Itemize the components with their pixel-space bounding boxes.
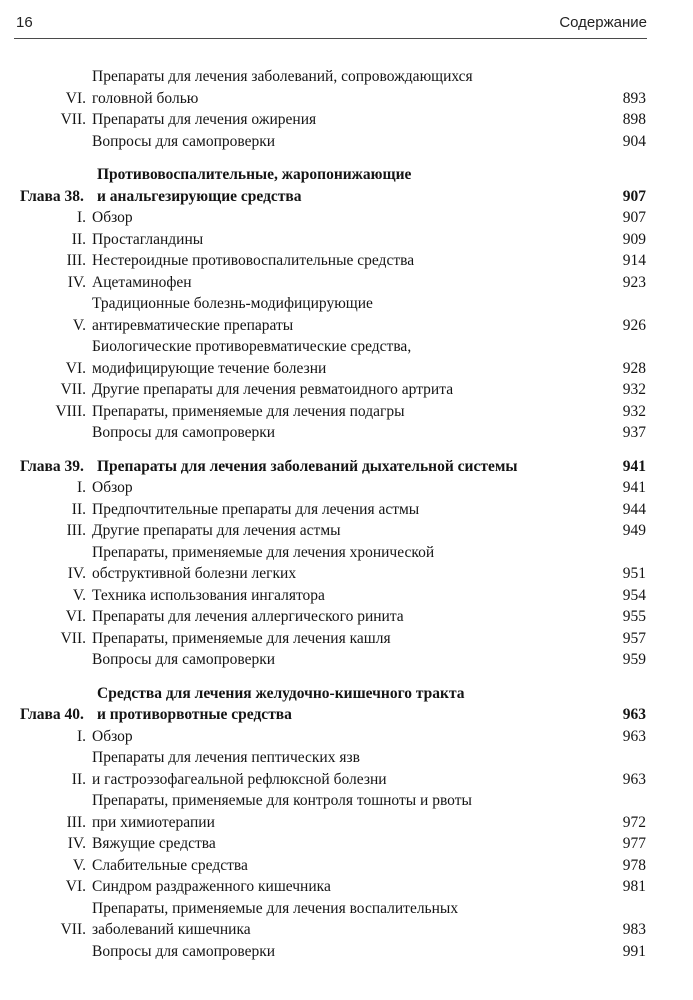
- toc-section: [20, 66, 646, 152]
- entry-title-line: Слабительные средства: [92, 856, 248, 874]
- toc-entry: [20, 520, 646, 542]
- entry-number: IV.: [67, 565, 86, 582]
- entry-page-number: 959: [622, 651, 646, 668]
- entry-title: [92, 520, 586, 542]
- entry-page-number: 941: [622, 479, 646, 496]
- entry-title: [92, 336, 586, 379]
- toc-entry: [20, 477, 646, 499]
- entry-title-line: Обзор: [92, 479, 133, 496]
- entry-title: [92, 606, 586, 628]
- entry-title: [92, 250, 586, 272]
- entry-page-number: 944: [622, 500, 646, 518]
- entry-number: IV.: [67, 273, 86, 291]
- toc-entry: [20, 898, 646, 941]
- entry-title-line: обструктивной болезни легких: [92, 565, 297, 582]
- chapter-heading: [20, 164, 646, 207]
- entry-title: [92, 726, 586, 748]
- toc-entry: [20, 790, 646, 833]
- entry-number: VII.: [60, 629, 86, 647]
- entry-page-number: 926: [622, 316, 646, 334]
- entry-page-number: 963: [622, 727, 646, 745]
- toc-entry: [20, 833, 646, 855]
- entry-page-number: 907: [622, 209, 646, 226]
- entry-title-line: Традиционные болезнь-модифицирующие: [92, 295, 373, 312]
- entry-number: VII.: [60, 921, 86, 938]
- toc-entry: [20, 66, 646, 109]
- entry-page-number: 957: [622, 629, 646, 647]
- entry-title: [92, 109, 586, 131]
- entry-page-number: 898: [622, 111, 646, 128]
- toc-entry: [20, 293, 646, 336]
- entry-title-line: Препараты для лечения аллергического ринита: [92, 608, 404, 625]
- entry-number: II.: [71, 230, 86, 248]
- entry-number: V.: [72, 856, 86, 874]
- entry-title-line: антиревматические препараты: [92, 316, 294, 334]
- entry-page-number: 928: [622, 359, 646, 377]
- entry-number: IV.: [67, 835, 86, 852]
- toc-entry: [20, 855, 646, 877]
- entry-title-line: заболеваний кишечника: [92, 921, 251, 938]
- entry-title: [92, 876, 586, 898]
- entry-title: [92, 131, 586, 153]
- entry-title: [92, 628, 586, 650]
- entry-page-number: 983: [622, 921, 646, 938]
- toc-entry: [20, 131, 646, 153]
- entry-title-line: Препараты, применяемые для лечения воспалительных: [92, 899, 459, 917]
- entry-page-number: 972: [622, 813, 646, 831]
- entry-title: [92, 585, 586, 607]
- entry-title-line: Препараты, применяемые для контроля тошноты и рвоты: [92, 792, 472, 809]
- toc-section: [20, 683, 646, 963]
- toc-entry: [20, 747, 646, 790]
- entry-page-number: 955: [622, 608, 646, 625]
- entry-title: [92, 477, 586, 499]
- entry-number: V.: [72, 316, 86, 334]
- chapter-heading: [20, 456, 646, 478]
- chapter-page-number: 963: [622, 706, 646, 723]
- entry-page-number: 937: [622, 424, 646, 441]
- entry-title-line: головной болью: [92, 89, 199, 107]
- entry-title-line: Препараты для лечения ожирения: [92, 111, 317, 128]
- entry-number: III.: [66, 813, 86, 831]
- entry-title-line: Препараты для лечения заболеваний, сопровождающихся: [92, 68, 473, 85]
- chapter-title: [97, 164, 586, 207]
- entry-title-line: при химиотерапии: [92, 813, 215, 831]
- chapter-title: [97, 456, 586, 478]
- entry-number: II.: [71, 770, 86, 788]
- entry-title: [92, 401, 586, 423]
- entry-page-number: 914: [622, 252, 646, 269]
- entry-title: [92, 542, 586, 585]
- toc-section: [20, 456, 646, 671]
- entry-page-number: 932: [622, 402, 646, 420]
- entry-title-line: Вопросы для самопроверки: [92, 132, 276, 150]
- entry-title: [92, 422, 586, 444]
- chapter-title-line: и анальгезирующие средства: [97, 187, 302, 205]
- entry-title-line: Вяжущие средства: [92, 835, 216, 852]
- toc-entry: [20, 542, 646, 585]
- entry-number: III.: [66, 252, 86, 269]
- toc-entry: [20, 606, 646, 628]
- chapter-title-line: Противовоспалительные, жаропонижающие: [97, 166, 412, 183]
- entry-title-line: Вопросы для самопроверки: [92, 424, 276, 441]
- entry-title-line: Обзор: [92, 209, 133, 226]
- header-rule: [14, 38, 647, 39]
- toc-entry: [20, 109, 646, 131]
- entry-number: VII.: [60, 111, 86, 128]
- table-of-contents: [20, 66, 646, 974]
- entry-number: VIII.: [55, 402, 86, 420]
- entry-page-number: 991: [622, 942, 646, 960]
- entry-title: [92, 790, 586, 833]
- toc-entry: [20, 876, 646, 898]
- toc-entry: [20, 401, 646, 423]
- entry-title: [92, 229, 586, 251]
- entry-title-line: Препараты, применяемые для лечения подагры: [92, 402, 405, 420]
- entry-title: [92, 855, 586, 877]
- chapter-label: Глава 38.: [20, 187, 84, 205]
- toc-section: [20, 164, 646, 444]
- entry-title-line: Синдром раздраженного кишечника: [92, 878, 331, 895]
- entry-title-line: Простагландины: [92, 230, 204, 248]
- entry-page-number: 951: [622, 565, 646, 582]
- entry-title-line: Обзор: [92, 727, 133, 745]
- entry-title-line: Препараты, применяемые для лечения кашля: [92, 629, 391, 647]
- entry-title-line: Препараты, применяемые для лечения хронической: [92, 543, 435, 561]
- toc-entry: [20, 250, 646, 272]
- entry-number: II.: [71, 500, 86, 518]
- toc-entry: [20, 207, 646, 229]
- entry-title-line: Другие препараты для лечения астмы: [92, 522, 341, 539]
- chapter-title-line: Средства для лечения желудочно-кишечного тракта: [97, 684, 465, 702]
- entry-title-line: модифицирующие течение болезни: [92, 359, 327, 377]
- entry-number: VI.: [65, 89, 86, 107]
- entry-title: [92, 649, 586, 671]
- entry-title: [92, 66, 586, 109]
- chapter-title-line: и противорвотные средства: [97, 706, 292, 723]
- running-title: Содержание: [559, 14, 647, 31]
- toc-entry: [20, 941, 646, 963]
- entry-title-line: Препараты для лечения пептических язв: [92, 749, 360, 766]
- entry-number: VI.: [65, 878, 86, 895]
- entry-number: VI.: [65, 608, 86, 625]
- chapter-page-number: 941: [622, 457, 646, 475]
- entry-page-number: 932: [622, 381, 646, 398]
- entry-page-number: 954: [622, 586, 646, 604]
- entry-title-line: Предпочтительные препараты для лечения астмы: [92, 500, 420, 518]
- entry-number: I.: [76, 209, 86, 226]
- entry-number: V.: [72, 586, 86, 604]
- toc-entry: [20, 499, 646, 521]
- entry-title: [92, 499, 586, 521]
- entry-title-line: Вопросы для самопроверки: [92, 942, 276, 960]
- entry-title: [92, 207, 586, 229]
- entry-title-line: Биологические противоревматические средства,: [92, 338, 412, 355]
- chapter-title: [97, 683, 586, 726]
- entry-page-number: 893: [622, 89, 646, 107]
- entry-title-line: Нестероидные противовоспалительные средства: [92, 252, 415, 269]
- running-header: [12, 14, 647, 36]
- entry-title-line: Ацетаминофен: [92, 273, 192, 291]
- chapter-label: Глава 39.: [20, 457, 84, 475]
- toc-entry: [20, 272, 646, 294]
- entry-title-line: Другие препараты для лечения ревматоидного артрита: [92, 381, 454, 398]
- entry-page-number: 981: [622, 878, 646, 895]
- entry-page-number: 923: [622, 273, 646, 291]
- chapter-page-number: 907: [622, 187, 646, 205]
- entry-number: VII.: [60, 381, 86, 398]
- entry-number: III.: [66, 522, 86, 539]
- entry-page-number: 904: [622, 132, 646, 150]
- entry-title: [92, 898, 586, 941]
- toc-entry: [20, 585, 646, 607]
- entry-number: I.: [76, 727, 86, 745]
- toc-entry: [20, 422, 646, 444]
- toc-entry: [20, 726, 646, 748]
- entry-title: [92, 747, 586, 790]
- toc-entry: [20, 379, 646, 401]
- entry-title-line: Техника использования ингалятора: [92, 586, 325, 604]
- entry-title-line: Вопросы для самопроверки: [92, 651, 276, 668]
- entry-title: [92, 272, 586, 294]
- toc-entry: [20, 336, 646, 379]
- entry-number: VI.: [65, 359, 86, 377]
- entry-page-number: 978: [622, 856, 646, 874]
- entry-title: [92, 379, 586, 401]
- entry-page-number: 949: [622, 522, 646, 539]
- chapter-heading: [20, 683, 646, 726]
- entry-title: [92, 941, 586, 963]
- entry-title-line: и гастроэзофагеальной рефлюксной болезни: [92, 770, 387, 788]
- toc-entry: [20, 628, 646, 650]
- entry-title: [92, 833, 586, 855]
- page-number: 16: [16, 14, 33, 31]
- toc-entry: [20, 649, 646, 671]
- entry-title: [92, 293, 586, 336]
- chapter-title-line: Препараты для лечения заболеваний дыхательной системы: [97, 457, 518, 475]
- toc-entry: [20, 229, 646, 251]
- chapter-label: Глава 40.: [20, 706, 84, 723]
- entry-page-number: 909: [622, 230, 646, 248]
- entry-page-number: 977: [622, 835, 646, 852]
- entry-number: I.: [76, 479, 86, 496]
- entry-page-number: 963: [622, 770, 646, 788]
